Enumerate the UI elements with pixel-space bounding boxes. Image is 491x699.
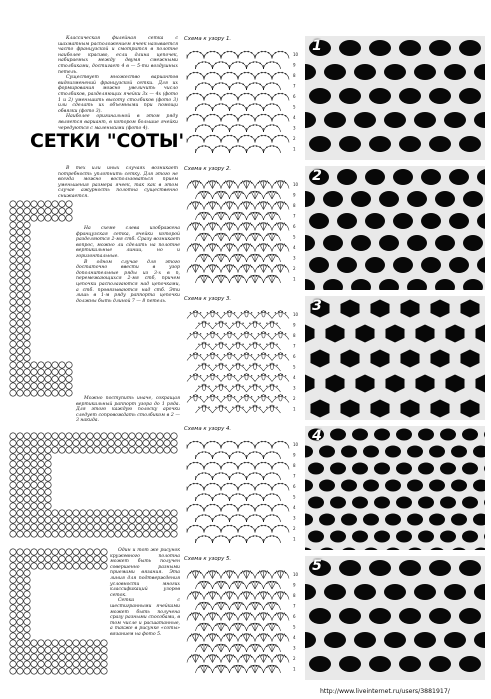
intro-paragraph: Наиболее оригинальной в этом ряду является вариант, в котором большие ячейки чередуются с маленькими (фото 4). — [58, 114, 178, 131]
svg-text:1: 1 — [293, 276, 296, 282]
crochet-chart-3 — [183, 304, 298, 419]
svg-text:1: 1 — [293, 146, 296, 152]
text-block-1 — [58, 166, 178, 200]
svg-text:1: 1 — [293, 536, 296, 542]
text-block-2 — [76, 226, 180, 304]
svg-text:3: 3 — [293, 645, 296, 651]
text-paragraph: В одном случае для этого достаточно ввести в узор дополнительные ряды из 3-х в п, перемежающихся 2-мя стб, причем цепочки располагаются над цепочками, а стб. провязываются над стб. Эти лишь в 1-м ряду раппорта цепочки должны быть длиной 7 — 8 петель. — [76, 259, 180, 304]
svg-text:8: 8 — [293, 73, 296, 78]
edging-diagram-1 — [6, 200, 76, 400]
chart-caption-5: Схема к узору 5. — [184, 556, 232, 562]
edging-diagram-2 — [6, 432, 181, 542]
svg-text:7: 7 — [293, 83, 296, 89]
svg-text:5: 5 — [293, 104, 296, 110]
svg-text:5: 5 — [293, 234, 296, 240]
svg-text:6: 6 — [293, 224, 296, 229]
page-title: СЕТКИ "СОТЫ" — [30, 130, 189, 152]
svg-text:2: 2 — [293, 526, 296, 531]
text-paragraph: На схеме слева изображена французская сетка, ячейки которой разделяются 2-мя стб. Сразу возникает вопрос, можно ли сделать на полотне вертикальные линии, но и горизонтальные. — [76, 226, 180, 259]
svg-text:9: 9 — [293, 62, 296, 68]
intro-paragraph: Классическая филейная сетка с шахматным расположением ячеек называется часто французской и смотрится в полотне наиболее красиво, если длина цепочек, набираемых между двумя смежными столбиками, достигает 4 в — 5-ти воздушных петель. — [58, 36, 178, 75]
svg-text:9: 9 — [293, 452, 296, 458]
svg-text:2: 2 — [293, 266, 296, 271]
svg-text:3: 3 — [293, 385, 296, 391]
crochet-chart-1 — [183, 44, 298, 159]
svg-text:4: 4 — [293, 375, 296, 380]
crochet-chart-4 — [183, 434, 298, 549]
svg-text:5: 5 — [293, 624, 296, 630]
crochet-chart-5 — [183, 564, 298, 679]
svg-text:3: 3 — [293, 515, 296, 521]
stitch-photo-2 — [305, 166, 485, 290]
svg-text:8: 8 — [293, 333, 296, 338]
text-paragraph: Сетка с шестигранными ячейками может быть получена сразу разными способами, в том числе и расшатанные, а также в рисунке «соты» вязанием на фото 5. — [110, 598, 180, 637]
chart-caption-1: Схема к узору 1. — [184, 36, 232, 42]
svg-text:3: 3 — [293, 255, 296, 261]
svg-text:4: 4 — [293, 245, 296, 250]
svg-text:2: 2 — [293, 396, 296, 401]
chart-caption-4: Схема к узору 4. — [184, 426, 232, 432]
photo-number-badge: 5 — [312, 558, 322, 574]
text-block-3 — [76, 396, 180, 424]
photo-number-badge: 4 — [312, 428, 322, 444]
svg-text:4: 4 — [293, 115, 296, 120]
chart-caption-2: Схема к узору 2. — [184, 166, 232, 172]
svg-text:9: 9 — [293, 582, 296, 588]
svg-text:4: 4 — [293, 505, 296, 510]
photo-number-badge: 1 — [312, 38, 322, 54]
text-paragraph: Можно поступить иначе, сокращая вертикальный раппорт узора до 1 ряда. Для этого каждую полоску арочки следует сопровождать столбиком в 2 — 3 накида. — [76, 396, 180, 424]
svg-text:7: 7 — [293, 603, 296, 609]
source-url: http://www.liveinternet.ru/users/3881917/ — [320, 688, 450, 695]
svg-text:3: 3 — [293, 125, 296, 131]
photo-number-badge: 3 — [312, 298, 322, 314]
text-paragraph: В тех или иных случаях возникает потребность уплотнить сетку. Для этого не всегда можно воспользоваться прием уменьшения размера ячеек, так как в этом случае ажурность полотна существенно снижается. — [58, 166, 178, 199]
svg-text:8: 8 — [293, 463, 296, 468]
edging-diagram-3 — [6, 548, 110, 678]
svg-text:5: 5 — [293, 494, 296, 500]
svg-text:8: 8 — [293, 593, 296, 598]
text-paragraph: Один и тот же рисунок кружевного полотна может быть получен совершенно разными приемами вязания. Эта линия для подтверждения условности многих классификаций узоров сеток. — [110, 548, 180, 598]
svg-text:6: 6 — [293, 614, 296, 619]
intro-paragraph: Существует множество вариантов видоизменений французской сетки. Для их формирования можно увеличить число столбиков, разделяющих ячейки 3х — 4х (фото 1 и 2) уменьшить высоту столбиков (фото 3) или сделать их объемными при помощи обвязки (фото 3). — [58, 75, 178, 114]
svg-text:6: 6 — [293, 354, 296, 359]
svg-text:9: 9 — [293, 322, 296, 328]
chart-caption-3: Схема к узору 3. — [184, 296, 232, 302]
svg-text:2: 2 — [293, 656, 296, 661]
svg-text:7: 7 — [293, 213, 296, 219]
stitch-photo-4 — [305, 426, 485, 550]
svg-text:10: 10 — [293, 312, 298, 317]
svg-text:7: 7 — [293, 473, 296, 479]
svg-text:5: 5 — [293, 364, 296, 370]
svg-text:10: 10 — [293, 572, 298, 577]
svg-text:1: 1 — [293, 406, 296, 412]
svg-text:6: 6 — [293, 484, 296, 489]
crochet-chart-2 — [183, 174, 298, 289]
intro-text — [58, 36, 178, 131]
photo-number-badge: 2 — [312, 168, 322, 184]
svg-text:1: 1 — [293, 666, 296, 672]
svg-text:2: 2 — [293, 136, 296, 141]
svg-text:8: 8 — [293, 203, 296, 208]
svg-text:6: 6 — [293, 94, 296, 99]
stitch-photo-3 — [305, 296, 485, 420]
svg-text:4: 4 — [293, 635, 296, 640]
stitch-photo-5 — [305, 556, 485, 680]
svg-text:10: 10 — [293, 442, 298, 447]
svg-text:10: 10 — [293, 182, 298, 187]
svg-text:9: 9 — [293, 192, 296, 198]
svg-text:10: 10 — [293, 52, 298, 57]
stitch-photo-1 — [305, 36, 485, 160]
text-block-4 — [110, 548, 180, 638]
svg-text:7: 7 — [293, 343, 296, 349]
